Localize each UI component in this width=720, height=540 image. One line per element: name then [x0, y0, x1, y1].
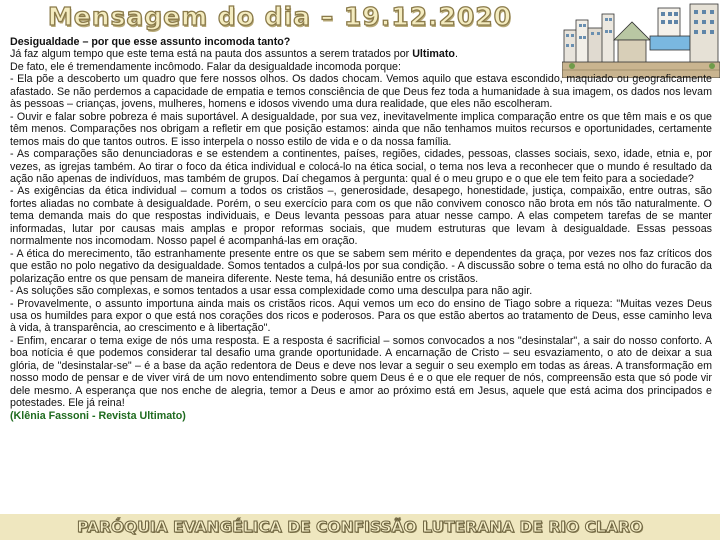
article-paragraph: - Ouvir e falar sobre pobreza é mais suportável. A desigualdade, por sua vez, inevitavelmente implica comparação entre os que têm mais e os que têm menos. Comparações nos obrigam a refletir em que posição estamos: ainda que não tenhamos muitos recursos e oportunidades, certamente temos mais do que tantos outros. E isso interpela o nosso estilo de vida e o da nossa família.	[10, 110, 712, 148]
article-paragraph: - Provavelmente, o assunto importuna ainda mais os cristãos ricos. Aqui vemos um eco do ensino de Tiago sobre a riqueza: "Muitas vezes Deus usa os humildes para expor o que está nos corações dos ricos e poderosos. Para os que estão abertos ao tratamento de Deus, esse caminho leva à vida, à transparência, ao crescimento e à libertação".	[10, 297, 712, 335]
page-title: Mensagem do dia – 19.12.2020	[47, 2, 513, 31]
article-paragraph: - As soluções são complexas, e somos tentados a usar essa complexidade como uma desculpa para não agir.	[10, 285, 533, 298]
intro-magazine-name: Ultimato	[412, 48, 455, 61]
article-paragraph: - As exigências da ética individual – comum a todos os cristãos –, generosidade, desapego, honestidade, justiça, compaixão, entre outras, são fortes aliadas no combate à desigualdade. Porém, o seu exercício para com os que não convivem conosco não brota em nós tão naturalmente. O tema demanda mais do que respostas individuais, e Deus levanta pessoas para atuar nesse campo. A elas competem tarefas de se manter informadas, lutar por causas mais amplas e propor reformas sociais, que mudem estruturas que levam à desigualdade. Essas pessoas normalmente nos incomodam. Nosso papel é acompanhá-las em oração.	[10, 185, 712, 248]
footer-bar	[0, 514, 720, 540]
article-body	[10, 36, 712, 422]
footer-parish-name: PARÓQUIA EVANGÉLICA DE CONFISSÃO LUTERANA DE RIO CLARO	[77, 518, 643, 536]
article-paragraph: - Enfim, encarar o tema exige de nós uma resposta. E a resposta é sacrificial – somos convocados a nos "desinstalar", a sair do nosso conforto. A boa notícia é que podemos considerar tal desafio uma grande oportunidade. A encarnação de Cristo – seu esvaziamento, o ato de deixar a sua glória, de "desinstalar-se" – é a base da ação redentora de Deus e deve nos levar a seguir o seu exemplo em todas as áreas. A transformação em nosso modo de pensar e de viver virá de um novo entendimento sobre quem Deus é e o que ele requer de nós, compreensão esta que só pode vir dele mesmo. A esperança que nos enche de alegria, temor a Deus e amor ao próximo está em Jesus, aquele que está acima dos principados e potestades. Ele já reina!	[10, 334, 712, 410]
intro-text: Já faz algum tempo que este tema está na pauta dos assuntos a serem tratados por	[10, 48, 413, 61]
article-paragraph: De fato, ele é tremendamente incômodo. Falar da desigualdade incomoda porque:	[10, 60, 401, 73]
article-signature: (Klênia Fassoni - Revista Ultimato)	[10, 409, 186, 422]
article-intro	[10, 48, 712, 60]
article-heading: Desigualdade – por que esse assunto incomoda tanto?	[10, 36, 291, 48]
intro-period: .	[454, 48, 458, 61]
article-paragraph: - As comparações são denunciadoras e se estendem a continentes, países, regiões, cidades, pessoas, classes sociais, sexo, idade, etnia e, por vezes, as igrejas também. Ao tirar o foco da ética individual e colocá-lo na ética social, o tema nos leva a reconhecer que o mundo é resultado da ação não apenas de indivíduos, mas também de grupos. Daí chegamos à pergunta: qual é o meu grupo e o que ele tem feito para a sociedade?	[10, 148, 712, 185]
article-paragraph: - Ela põe a descoberto um quadro que fere nossos olhos. Os dados chocam. Vemos aquilo que estava escondido, maquiado ou geograficamente afastado. Se não perdemos a capacidade de empatia e temos consciência de que Deus fez toda a humanidade à sua imagem, os dados nos levam às pessoas – crianças, jovens, mulheres, homens e idosos vivendo uma dura realidade, que eles não escolheram.	[10, 73, 712, 111]
article-paragraph: - A ética do merecimento, tão estranhamente presente entre os que se sabem sem mérito e dependentes da graça, por vezes nos faz críticos dos que estão no polo negativo da desigualdade. Somos tentados a culpá-los por sua condição. - A discussão sobre o tema está no olho do furacão da polarização entre os que pensam de maneira diferente. Neste tema, há desunião entre os cristãos.	[10, 247, 712, 285]
